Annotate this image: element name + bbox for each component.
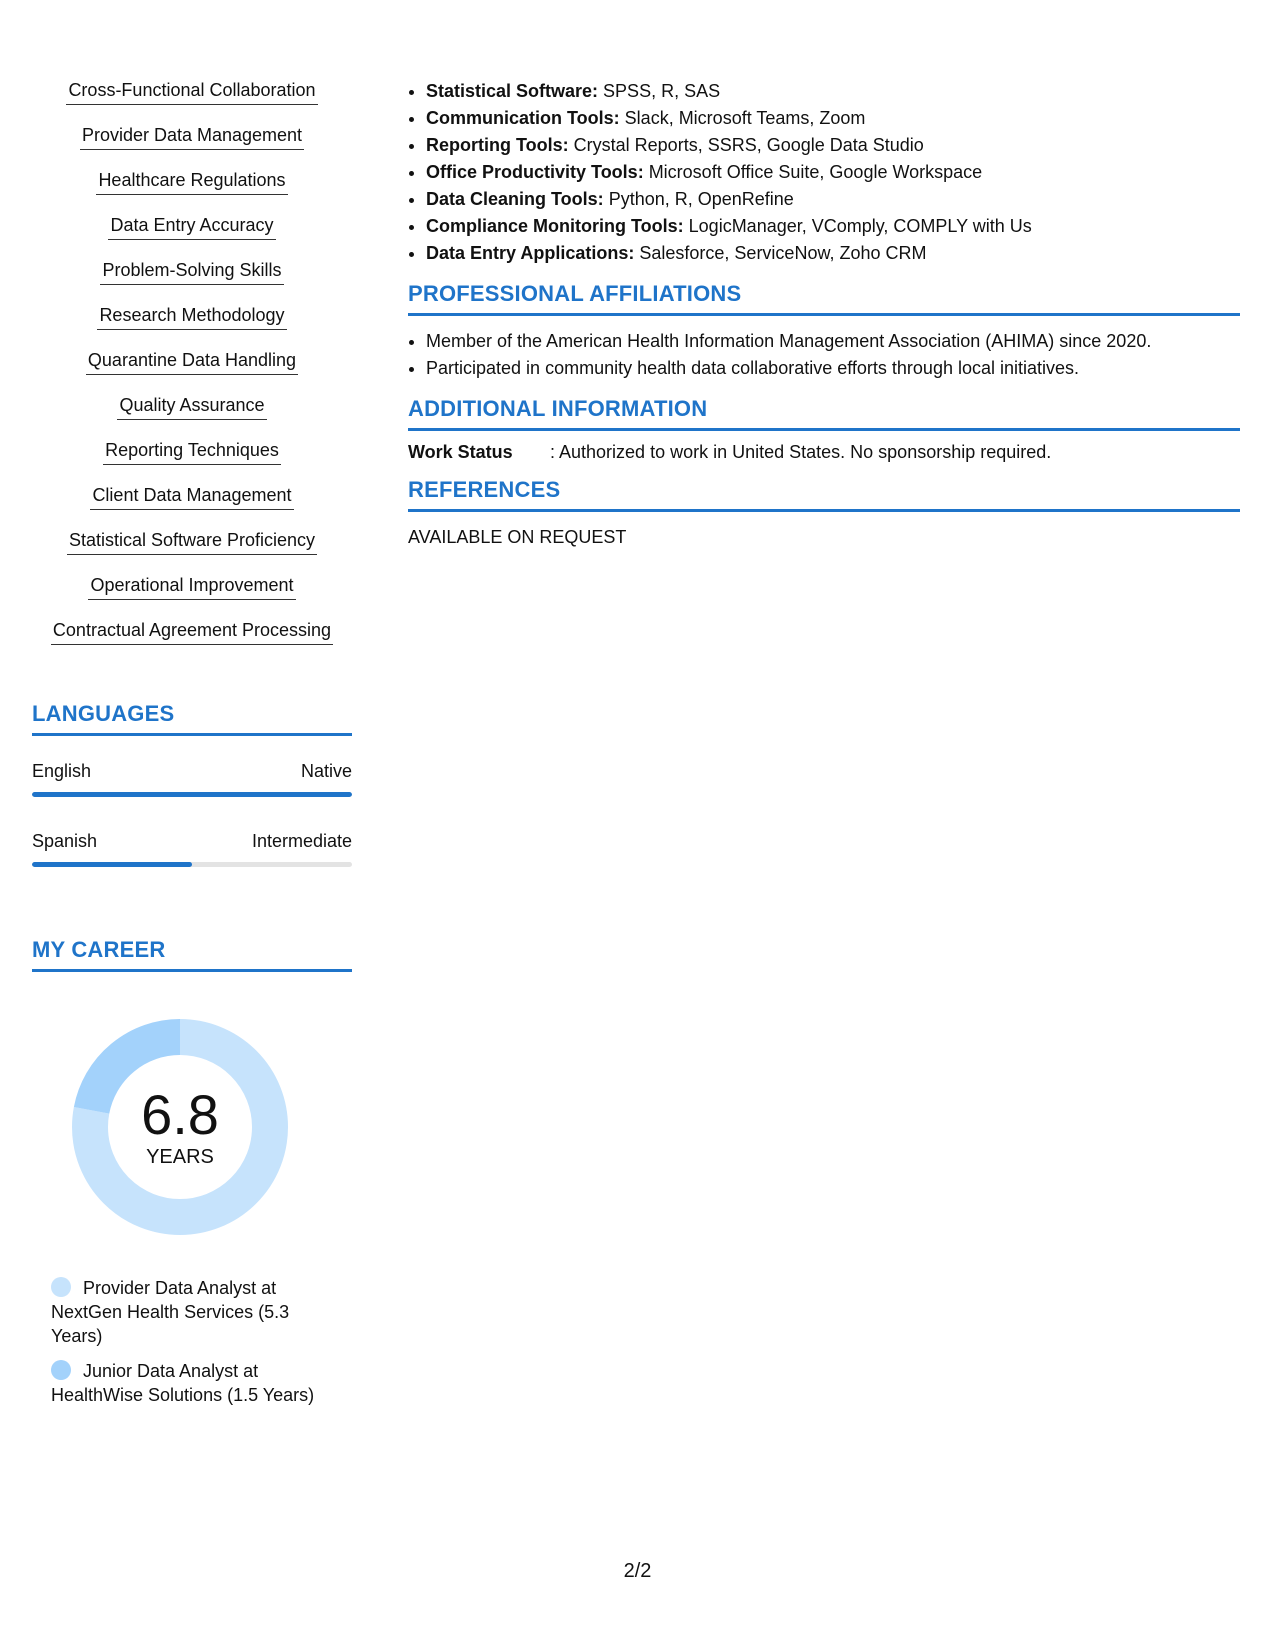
language-bar-fill (32, 792, 352, 797)
work-status-label: Work Status (408, 442, 513, 462)
tool-item: • Reporting Tools: Crystal Reports, SSRS, Google Data Studio (426, 132, 1240, 159)
tool-item: • Data Entry Applications: Salesforce, ServiceNow, Zoho CRM (426, 240, 1240, 267)
tool-item: • Statistical Software: SPSS, R, SAS (426, 78, 1240, 105)
legend-item: Provider Data Analyst at NextGen Health Services (5.3 Years) (51, 1278, 290, 1346)
skill-item: Quality Assurance (32, 393, 352, 438)
references-text: AVAILABLE ON REQUEST (408, 527, 627, 547)
skill-item: Statistical Software Proficiency (32, 528, 352, 573)
language-bar-fill (32, 862, 192, 867)
tool-item: • Data Cleaning Tools: Python, R, OpenRefine (426, 186, 1240, 213)
language-english (32, 760, 352, 797)
tool-item: • Communication Tools: Slack, Microsoft Teams, Zoom (426, 105, 1240, 132)
career-donut (65, 1012, 295, 1242)
tools-list (408, 78, 1240, 267)
languages-section (32, 701, 352, 867)
skill-item: Quarantine Data Handling (32, 348, 352, 393)
skill-item: Problem-Solving Skills (32, 258, 352, 303)
skill-item: Healthcare Regulations (32, 168, 352, 213)
legend-item: Junior Data Analyst at HealthWise Solutions (1.5 Years) (51, 1361, 315, 1405)
skill-item: Provider Data Management (32, 123, 352, 168)
left-column (32, 78, 352, 1418)
legend-dot (51, 1360, 71, 1380)
language-level: Intermediate (251, 831, 352, 851)
language-bar (32, 862, 352, 867)
work-status-value: : Authorized to work in United States. No sponsorship required. (550, 442, 1052, 462)
language-spanish (32, 830, 352, 867)
languages-title: LANGUAGES (32, 701, 352, 736)
career-total: 6.8 (141, 1083, 219, 1146)
skill-item: Operational Improvement (32, 573, 352, 618)
language-level: Native (300, 761, 352, 781)
career-legend (51, 1276, 331, 1407)
skills-list (32, 78, 352, 663)
references-title: REFERENCES (408, 477, 1240, 512)
career-unit: YEARS (146, 1146, 214, 1168)
skill-item: Contractual Agreement Processing (32, 618, 352, 663)
tool-item: • Office Productivity Tools: Microsoft Office Suite, Google Workspace (426, 159, 1240, 186)
work-status-row (408, 441, 1240, 463)
language-name: Spanish (32, 831, 98, 851)
affiliations-title: PROFESSIONAL AFFILIATIONS (408, 281, 1240, 316)
right-column (408, 78, 1240, 548)
language-bar (32, 792, 352, 797)
career-section (32, 937, 352, 1407)
affiliations-list (408, 328, 1240, 382)
language-name: English (32, 761, 92, 781)
skill-item: Reporting Techniques (32, 438, 352, 483)
affiliation-item: • Member of the American Health Information Management Association (AHIMA) since 2020. (426, 328, 1240, 355)
career-title: MY CAREER (32, 937, 352, 972)
tool-item: • Compliance Monitoring Tools: LogicManager, VComply, COMPLY with Us (426, 213, 1240, 240)
skill-item: Research Methodology (32, 303, 352, 348)
page-number: 2/2 (623, 1560, 652, 1582)
legend-dot (51, 1277, 71, 1297)
skill-item: Data Entry Accuracy (32, 213, 352, 258)
skill-item: Cross-Functional Collaboration (32, 78, 352, 123)
skill-item: Client Data Management (32, 483, 352, 528)
affiliation-item: • Participated in community health data collaborative efforts through local initiatives. (426, 355, 1240, 382)
additional-info-title: ADDITIONAL INFORMATION (408, 396, 1240, 431)
